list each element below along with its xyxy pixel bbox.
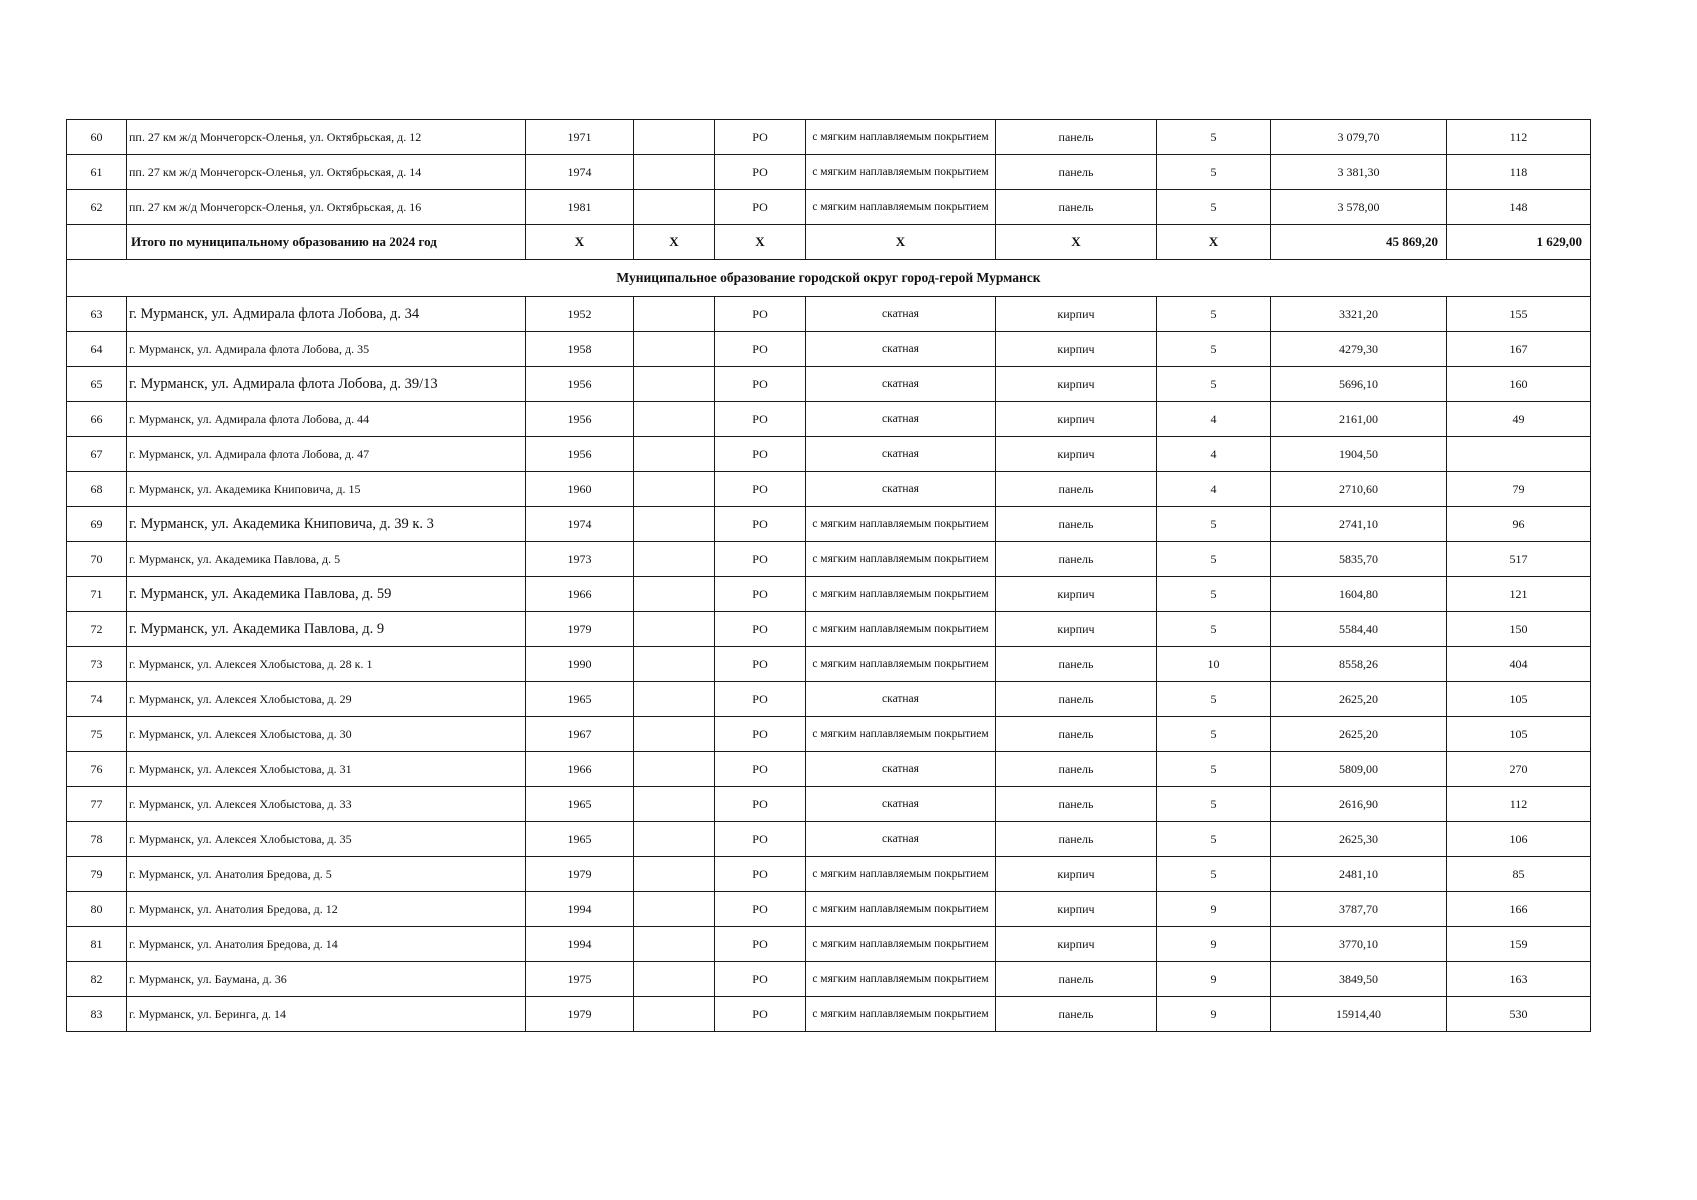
row-number-cell: 66: [67, 402, 127, 437]
row-number-cell: 64: [67, 332, 127, 367]
year-cell: 1990: [526, 647, 634, 682]
wall-material-cell: кирпич: [996, 577, 1157, 612]
total-x-cell: X: [806, 225, 996, 260]
wall-material-cell: кирпич: [996, 297, 1157, 332]
table-row: [67, 717, 1591, 752]
table-row: [67, 367, 1591, 402]
total-label: Итого по муниципальному образованию на 2024 год: [127, 225, 526, 260]
floors-cell: 5: [1157, 857, 1271, 892]
residents-cell: 155: [1447, 297, 1591, 332]
floors-cell: 9: [1157, 892, 1271, 927]
area-cell: 8558,26: [1271, 647, 1447, 682]
roof-type-cell: с мягким наплавляемым покрытием: [806, 997, 996, 1032]
year-cell: 1965: [526, 787, 634, 822]
roof-type-cell: с мягким наплавляемым покрытием: [806, 542, 996, 577]
table-row: [67, 647, 1591, 682]
row-number-cell: 76: [67, 752, 127, 787]
total-x-cell: X: [526, 225, 634, 260]
row-number-cell: 72: [67, 612, 127, 647]
year-cell: 1960: [526, 472, 634, 507]
program-cell: РО: [715, 190, 806, 225]
floors-cell: 5: [1157, 822, 1271, 857]
wall-material-cell: панель: [996, 752, 1157, 787]
empty-cell: [634, 155, 715, 190]
year-cell: 1956: [526, 367, 634, 402]
residents-cell: 517: [1447, 542, 1591, 577]
address-cell: г. Мурманск, ул. Анатолия Бредова, д. 12: [127, 892, 526, 927]
area-cell: 2481,10: [1271, 857, 1447, 892]
row-number-cell: 63: [67, 297, 127, 332]
roof-type-cell: скатная: [806, 472, 996, 507]
roof-type-cell: с мягким наплавляемым покрытием: [806, 507, 996, 542]
area-cell: 2625,30: [1271, 822, 1447, 857]
section-header-row: [67, 260, 1591, 297]
wall-material-cell: панель: [996, 507, 1157, 542]
wall-material-cell: панель: [996, 787, 1157, 822]
row-number-cell: 69: [67, 507, 127, 542]
table-row: [67, 927, 1591, 962]
floors-cell: 5: [1157, 752, 1271, 787]
total-row: [67, 225, 1591, 260]
area-cell: 2710,60: [1271, 472, 1447, 507]
program-cell: РО: [715, 857, 806, 892]
residents-cell: 49: [1447, 402, 1591, 437]
program-cell: РО: [715, 367, 806, 402]
year-cell: 1966: [526, 577, 634, 612]
address-cell: г. Мурманск, ул. Адмирала флота Лобова, д. 47: [127, 437, 526, 472]
floors-cell: 9: [1157, 962, 1271, 997]
residents-cell: 167: [1447, 332, 1591, 367]
year-cell: 1974: [526, 155, 634, 190]
roof-type-cell: скатная: [806, 367, 996, 402]
floors-cell: 9: [1157, 997, 1271, 1032]
program-cell: РО: [715, 155, 806, 190]
table-row: [67, 190, 1591, 225]
area-cell: 2616,90: [1271, 787, 1447, 822]
program-cell: РО: [715, 787, 806, 822]
year-cell: 1952: [526, 297, 634, 332]
floors-cell: 5: [1157, 717, 1271, 752]
empty-cell: [634, 822, 715, 857]
total-empty-cell: [67, 225, 127, 260]
roof-type-cell: с мягким наплавляемым покрытием: [806, 190, 996, 225]
total-area-cell: 45 869,20: [1271, 225, 1447, 260]
residents-cell: 85: [1447, 857, 1591, 892]
table-row: [67, 752, 1591, 787]
year-cell: 1965: [526, 682, 634, 717]
empty-cell: [634, 542, 715, 577]
program-cell: РО: [715, 297, 806, 332]
residents-cell: 121: [1447, 577, 1591, 612]
floors-cell: 5: [1157, 120, 1271, 155]
table-row: [67, 962, 1591, 997]
empty-cell: [634, 647, 715, 682]
table-row: [67, 542, 1591, 577]
empty-cell: [634, 472, 715, 507]
residents-cell: 148: [1447, 190, 1591, 225]
table-row: [67, 612, 1591, 647]
row-number-cell: 75: [67, 717, 127, 752]
row-number-cell: 83: [67, 997, 127, 1032]
wall-material-cell: кирпич: [996, 332, 1157, 367]
roof-type-cell: скатная: [806, 297, 996, 332]
program-cell: РО: [715, 612, 806, 647]
empty-cell: [634, 120, 715, 155]
area-cell: 4279,30: [1271, 332, 1447, 367]
address-cell: г. Мурманск, ул. Адмирала флота Лобова, д. 34: [127, 297, 526, 332]
wall-material-cell: панель: [996, 190, 1157, 225]
roof-type-cell: с мягким наплавляемым покрытием: [806, 120, 996, 155]
table-row: [67, 437, 1591, 472]
program-cell: РО: [715, 927, 806, 962]
area-cell: 3 079,70: [1271, 120, 1447, 155]
empty-cell: [634, 577, 715, 612]
roof-type-cell: скатная: [806, 402, 996, 437]
floors-cell: 5: [1157, 612, 1271, 647]
residents-cell: 96: [1447, 507, 1591, 542]
address-cell: г. Мурманск, ул. Академика Книповича, д. 39 к. 3: [127, 507, 526, 542]
program-cell: РО: [715, 892, 806, 927]
residents-cell: 530: [1447, 997, 1591, 1032]
year-cell: 1965: [526, 822, 634, 857]
empty-cell: [634, 437, 715, 472]
row-number-cell: 65: [67, 367, 127, 402]
floors-cell: 5: [1157, 507, 1271, 542]
wall-material-cell: панель: [996, 962, 1157, 997]
row-number-cell: 81: [67, 927, 127, 962]
row-number-cell: 77: [67, 787, 127, 822]
address-cell: г. Мурманск, ул. Академика Павлова, д. 59: [127, 577, 526, 612]
wall-material-cell: панель: [996, 717, 1157, 752]
year-cell: 1956: [526, 402, 634, 437]
floors-cell: 5: [1157, 542, 1271, 577]
area-cell: 3770,10: [1271, 927, 1447, 962]
year-cell: 1956: [526, 437, 634, 472]
wall-material-cell: кирпич: [996, 402, 1157, 437]
housing-table: [66, 119, 1591, 1032]
empty-cell: [634, 402, 715, 437]
year-cell: 1979: [526, 857, 634, 892]
year-cell: 1994: [526, 892, 634, 927]
table-row: [67, 577, 1591, 612]
residents-cell: 118: [1447, 155, 1591, 190]
year-cell: 1973: [526, 542, 634, 577]
empty-cell: [634, 857, 715, 892]
roof-type-cell: скатная: [806, 787, 996, 822]
program-cell: РО: [715, 332, 806, 367]
empty-cell: [634, 717, 715, 752]
row-number-cell: 60: [67, 120, 127, 155]
address-cell: г. Мурманск, ул. Академика Павлова, д. 9: [127, 612, 526, 647]
residents-cell: 106: [1447, 822, 1591, 857]
empty-cell: [634, 927, 715, 962]
floors-cell: 5: [1157, 682, 1271, 717]
row-number-cell: 79: [67, 857, 127, 892]
floors-cell: 5: [1157, 787, 1271, 822]
row-number-cell: 62: [67, 190, 127, 225]
empty-cell: [634, 752, 715, 787]
residents-cell: 105: [1447, 717, 1591, 752]
table-row: [67, 120, 1591, 155]
year-cell: 1994: [526, 927, 634, 962]
area-cell: 2625,20: [1271, 682, 1447, 717]
program-cell: РО: [715, 647, 806, 682]
wall-material-cell: кирпич: [996, 857, 1157, 892]
program-cell: РО: [715, 402, 806, 437]
floors-cell: 9: [1157, 927, 1271, 962]
area-cell: 2741,10: [1271, 507, 1447, 542]
floors-cell: 5: [1157, 297, 1271, 332]
wall-material-cell: панель: [996, 120, 1157, 155]
address-cell: пп. 27 км ж/д Мончегорск-Оленья, ул. Октябрьская, д. 16: [127, 190, 526, 225]
floors-cell: 5: [1157, 155, 1271, 190]
total-residents-cell: 1 629,00: [1447, 225, 1591, 260]
wall-material-cell: панель: [996, 682, 1157, 717]
empty-cell: [634, 962, 715, 997]
year-cell: 1958: [526, 332, 634, 367]
row-number-cell: 73: [67, 647, 127, 682]
residents-cell: 270: [1447, 752, 1591, 787]
address-cell: г. Мурманск, ул. Беринга, д. 14: [127, 997, 526, 1032]
row-number-cell: 61: [67, 155, 127, 190]
program-cell: РО: [715, 997, 806, 1032]
total-x-cell: X: [1157, 225, 1271, 260]
row-number-cell: 74: [67, 682, 127, 717]
address-cell: пп. 27 км ж/д Мончегорск-Оленья, ул. Октябрьская, д. 12: [127, 120, 526, 155]
year-cell: 1979: [526, 612, 634, 647]
residents-cell: 105: [1447, 682, 1591, 717]
table-row: [67, 402, 1591, 437]
program-cell: РО: [715, 962, 806, 997]
floors-cell: 5: [1157, 367, 1271, 402]
area-cell: 5584,40: [1271, 612, 1447, 647]
address-cell: пп. 27 км ж/д Мончегорск-Оленья, ул. Октябрьская, д. 14: [127, 155, 526, 190]
area-cell: 2161,00: [1271, 402, 1447, 437]
area-cell: 5696,10: [1271, 367, 1447, 402]
table-row: [67, 507, 1591, 542]
program-cell: РО: [715, 542, 806, 577]
residents-cell: 79: [1447, 472, 1591, 507]
year-cell: 1967: [526, 717, 634, 752]
program-cell: РО: [715, 682, 806, 717]
program-cell: РО: [715, 507, 806, 542]
table-row: [67, 857, 1591, 892]
address-cell: г. Мурманск, ул. Алексея Хлобыстова, д. 29: [127, 682, 526, 717]
table-row: [67, 787, 1591, 822]
year-cell: 1981: [526, 190, 634, 225]
floors-cell: 4: [1157, 472, 1271, 507]
table-row: [67, 472, 1591, 507]
table-row: [67, 297, 1591, 332]
address-cell: г. Мурманск, ул. Алексея Хлобыстова, д. 35: [127, 822, 526, 857]
area-cell: 3 578,00: [1271, 190, 1447, 225]
roof-type-cell: с мягким наплавляемым покрытием: [806, 857, 996, 892]
residents-cell: 112: [1447, 120, 1591, 155]
program-cell: РО: [715, 120, 806, 155]
wall-material-cell: панель: [996, 997, 1157, 1032]
floors-cell: 4: [1157, 402, 1271, 437]
roof-type-cell: с мягким наплавляемым покрытием: [806, 962, 996, 997]
roof-type-cell: скатная: [806, 437, 996, 472]
empty-cell: [634, 682, 715, 717]
table-row: [67, 332, 1591, 367]
row-number-cell: 78: [67, 822, 127, 857]
residents-cell: 404: [1447, 647, 1591, 682]
area-cell: 2625,20: [1271, 717, 1447, 752]
year-cell: 1975: [526, 962, 634, 997]
wall-material-cell: кирпич: [996, 367, 1157, 402]
wall-material-cell: панель: [996, 155, 1157, 190]
row-number-cell: 82: [67, 962, 127, 997]
row-number-cell: 68: [67, 472, 127, 507]
wall-material-cell: панель: [996, 647, 1157, 682]
wall-material-cell: кирпич: [996, 892, 1157, 927]
wall-material-cell: панель: [996, 542, 1157, 577]
area-cell: 15914,40: [1271, 997, 1447, 1032]
wall-material-cell: кирпич: [996, 927, 1157, 962]
area-cell: 1904,50: [1271, 437, 1447, 472]
roof-type-cell: скатная: [806, 752, 996, 787]
floors-cell: 5: [1157, 577, 1271, 612]
residents-cell: 150: [1447, 612, 1591, 647]
address-cell: г. Мурманск, ул. Адмирала флота Лобова, д. 39/13: [127, 367, 526, 402]
wall-material-cell: панель: [996, 822, 1157, 857]
program-cell: РО: [715, 577, 806, 612]
total-x-cell: X: [715, 225, 806, 260]
residents-cell: 112: [1447, 787, 1591, 822]
empty-cell: [634, 997, 715, 1032]
year-cell: 1979: [526, 997, 634, 1032]
roof-type-cell: с мягким наплавляемым покрытием: [806, 155, 996, 190]
address-cell: г. Мурманск, ул. Адмирала флота Лобова, д. 44: [127, 402, 526, 437]
year-cell: 1971: [526, 120, 634, 155]
roof-type-cell: с мягким наплавляемым покрытием: [806, 717, 996, 752]
area-cell: 5835,70: [1271, 542, 1447, 577]
roof-type-cell: скатная: [806, 822, 996, 857]
row-number-cell: 71: [67, 577, 127, 612]
table-row: [67, 892, 1591, 927]
residents-cell: 166: [1447, 892, 1591, 927]
row-number-cell: 67: [67, 437, 127, 472]
table-row: [67, 682, 1591, 717]
area-cell: 5809,00: [1271, 752, 1447, 787]
empty-cell: [634, 892, 715, 927]
address-cell: г. Мурманск, ул. Алексея Хлобыстова, д. 31: [127, 752, 526, 787]
empty-cell: [634, 367, 715, 402]
floors-cell: 5: [1157, 190, 1271, 225]
empty-cell: [634, 787, 715, 822]
roof-type-cell: с мягким наплавляемым покрытием: [806, 892, 996, 927]
floors-cell: 4: [1157, 437, 1271, 472]
roof-type-cell: скатная: [806, 332, 996, 367]
empty-cell: [634, 507, 715, 542]
wall-material-cell: кирпич: [996, 612, 1157, 647]
residents-cell: 160: [1447, 367, 1591, 402]
program-cell: РО: [715, 752, 806, 787]
floors-cell: 5: [1157, 332, 1271, 367]
wall-material-cell: кирпич: [996, 437, 1157, 472]
section-title: Муниципальное образование городской округ город-герой Мурманск: [67, 260, 1591, 297]
residents-cell: 163: [1447, 962, 1591, 997]
empty-cell: [634, 297, 715, 332]
program-cell: РО: [715, 717, 806, 752]
total-x-cell: X: [634, 225, 715, 260]
area-cell: 3787,70: [1271, 892, 1447, 927]
program-cell: РО: [715, 437, 806, 472]
program-cell: РО: [715, 822, 806, 857]
row-number-cell: 70: [67, 542, 127, 577]
roof-type-cell: скатная: [806, 682, 996, 717]
area-cell: 3849,50: [1271, 962, 1447, 997]
row-number-cell: 80: [67, 892, 127, 927]
floors-cell: 10: [1157, 647, 1271, 682]
program-cell: РО: [715, 472, 806, 507]
roof-type-cell: с мягким наплавляемым покрытием: [806, 577, 996, 612]
address-cell: г. Мурманск, ул. Анатолия Бредова, д. 5: [127, 857, 526, 892]
residents-cell: [1447, 437, 1591, 472]
address-cell: г. Мурманск, ул. Алексея Хлобыстова, д. 30: [127, 717, 526, 752]
address-cell: г. Мурманск, ул. Академика Павлова, д. 5: [127, 542, 526, 577]
roof-type-cell: с мягким наплавляемым покрытием: [806, 612, 996, 647]
table-row: [67, 822, 1591, 857]
address-cell: г. Мурманск, ул. Академика Книповича, д. 15: [127, 472, 526, 507]
table-row: [67, 997, 1591, 1032]
empty-cell: [634, 190, 715, 225]
address-cell: г. Мурманск, ул. Баумана, д. 36: [127, 962, 526, 997]
roof-type-cell: с мягким наплавляемым покрытием: [806, 647, 996, 682]
total-x-cell: X: [996, 225, 1157, 260]
year-cell: 1966: [526, 752, 634, 787]
address-cell: г. Мурманск, ул. Алексея Хлобыстова, д. 28 к. 1: [127, 647, 526, 682]
residents-cell: 159: [1447, 927, 1591, 962]
roof-type-cell: с мягким наплавляемым покрытием: [806, 927, 996, 962]
address-cell: г. Мурманск, ул. Адмирала флота Лобова, д. 35: [127, 332, 526, 367]
address-cell: г. Мурманск, ул. Алексея Хлобыстова, д. 33: [127, 787, 526, 822]
area-cell: 1604,80: [1271, 577, 1447, 612]
table-row: [67, 155, 1591, 190]
year-cell: 1974: [526, 507, 634, 542]
area-cell: 3 381,30: [1271, 155, 1447, 190]
wall-material-cell: панель: [996, 472, 1157, 507]
address-cell: г. Мурманск, ул. Анатолия Бредова, д. 14: [127, 927, 526, 962]
area-cell: 3321,20: [1271, 297, 1447, 332]
empty-cell: [634, 332, 715, 367]
empty-cell: [634, 612, 715, 647]
